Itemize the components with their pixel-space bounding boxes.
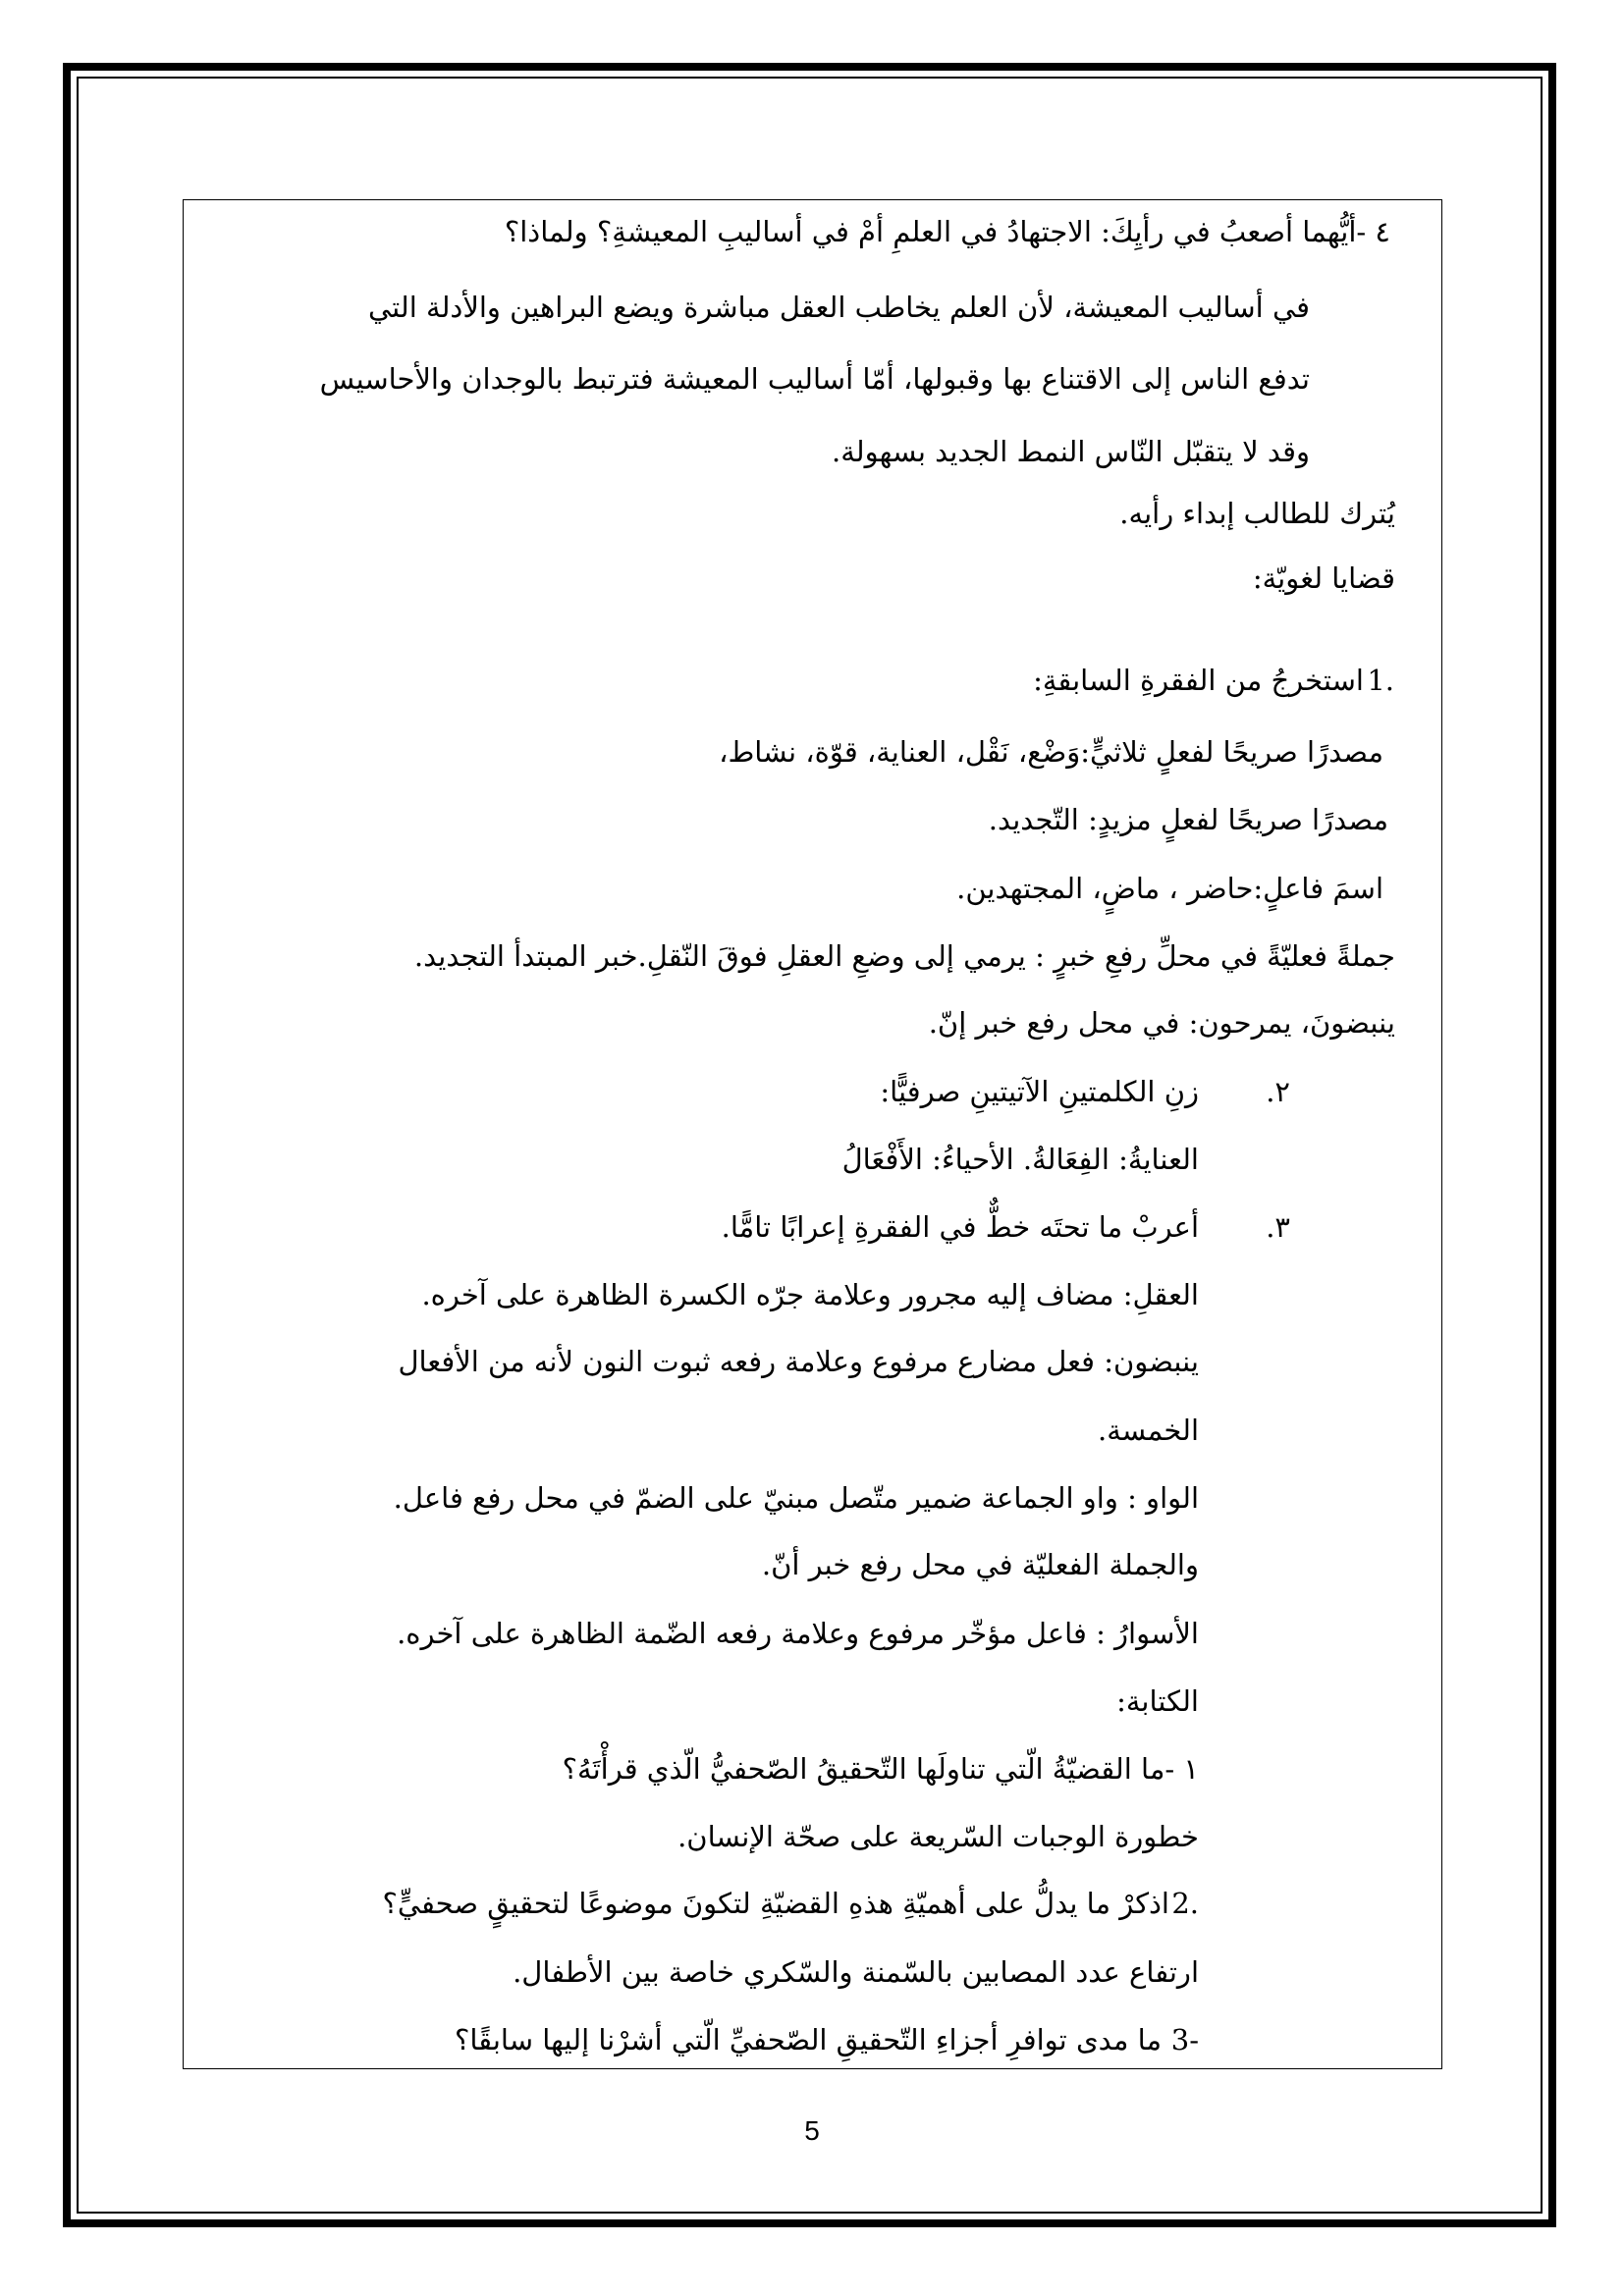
item-1-instruction: استخرجُ من الفقرةِ السابقةِ: xyxy=(1033,664,1364,697)
section-heading-writing: الكتابة: xyxy=(1116,1684,1199,1718)
item-1-line-5: ينبضونَ، يمرحون: في محل رفع خبر إنّ. xyxy=(928,1006,1395,1040)
item-3-line-4: الواو : واو الجماعة ضمير متّصل مبنيّ على الضمّ في محل رفع فاعل. xyxy=(393,1481,1199,1515)
item-2-instruction: زنِ الكلمتينِ الآتيتينِ صرفيًّا: xyxy=(880,1075,1199,1108)
item-3-instruction: أعربْ ما تحتَه خطٌّ في الفقرةِ إعرابًا تامًّا. xyxy=(721,1210,1199,1244)
answer-4-line-3: وقد لا يتقبّل النّاس النمط الجديد بسهولة. xyxy=(832,435,1310,468)
item-2-answer: العنايةُ: الفِعَالةُ. الأحياءُ: الأَفْعَالُ xyxy=(841,1143,1199,1176)
item-3-line-3: الخمسة. xyxy=(1097,1414,1199,1447)
answer-4-line-1: في أساليب المعيشة، لأن العلم يخاطب العقل مباشرة ويضع البراهين والأدلة التي xyxy=(368,291,1310,324)
writing-answer-2: ارتفاع عدد المصابين بالسّمنة والسّكري خاصة بين الأطفال. xyxy=(513,1955,1199,1989)
writing-question-1: ١ -ما القضيّةُ الّتي تناولَها التّحقيقُ الصّحفيُّ الّذي قرأْتَهُ؟ xyxy=(562,1752,1199,1786)
item-3-line-2: ينبضون: فعل مضارع مرفوع وعلامة رفعه ثبوت النون لأنه من الأفعال xyxy=(398,1345,1199,1378)
student-opinion-note: يُترك للطالب إبداء رأيه. xyxy=(1119,497,1395,530)
item-1-line-3: اسمَ فاعلٍ:حاضر ، ماضٍ، المجتهدين. xyxy=(956,872,1383,905)
item-1-line-2: مصدرًا صريحًا لفعلٍ مزيدٍ: التّجديد. xyxy=(988,803,1388,836)
writing-question-2: اذكرْ ما يدلُّ على أهميّةِ هذهِ القضيّةِ لتكونَ موضوعًا لتحقيقٍ صحفيٍّ؟ xyxy=(382,1887,1169,1920)
item-2-number: .٢ xyxy=(1266,1075,1290,1108)
page-number: 5 xyxy=(804,2115,820,2146)
content-box xyxy=(183,199,1442,2069)
item-1-number: 1. xyxy=(1367,664,1394,697)
section-heading-language: قضايا لغويّة: xyxy=(1252,561,1395,595)
question-4: ٤ -أيُّهما أصعبُ في رأيِكَ: الاجتهادُ في العلمِ أمْ في أساليبِ المعيشةِ؟ ولماذا؟ xyxy=(504,215,1390,248)
item-1-line-1: مصدرًا صريحًا لفعلٍ ثلاثيٍّ:وَضْع، نَقْل، العناية، قوّة، نشاط، xyxy=(719,735,1383,769)
item-3-line-1: العقلِ: مضاف إليه مجرور وعلامة جرّه الكسرة الظاهرة على آخره. xyxy=(421,1278,1199,1311)
writing-answer-1: خطورة الوجبات السّريعة على صحّة الإنسان. xyxy=(677,1820,1199,1853)
item-1-line-4: جملةً فعليّةً في محلِّ رفعِ خبرٍ : يرمي إلى وضعِ العقلِ فوقَ النّقلِ.خبر المبتدأ التجديد. xyxy=(413,939,1395,973)
writing-question-2-number: 2. xyxy=(1171,1887,1199,1920)
item-3-line-6: الأسوارُ : فاعل مؤخّر مرفوع وعلامة رفعه الضّمة الظاهرة على آخره. xyxy=(397,1617,1199,1650)
item-3-line-5: والجملة الفعليّة في محل رفع خبر أنّ. xyxy=(761,1548,1199,1581)
writing-question-3-number: 3- xyxy=(1170,2023,1199,2056)
answer-4-line-2: تدفع الناس إلى الاقتناع بها وقبولها، أمّا أساليب المعيشة فترتبط بالوجدان والأحاسيس xyxy=(319,362,1310,396)
item-3-number: .٣ xyxy=(1266,1210,1290,1244)
writing-question-3: ما مدى توافرِ أجزاءِ التّحقيقِ الصّحفيِّ الّتي أشرْنا إليها سابقًا؟ xyxy=(454,2023,1162,2056)
